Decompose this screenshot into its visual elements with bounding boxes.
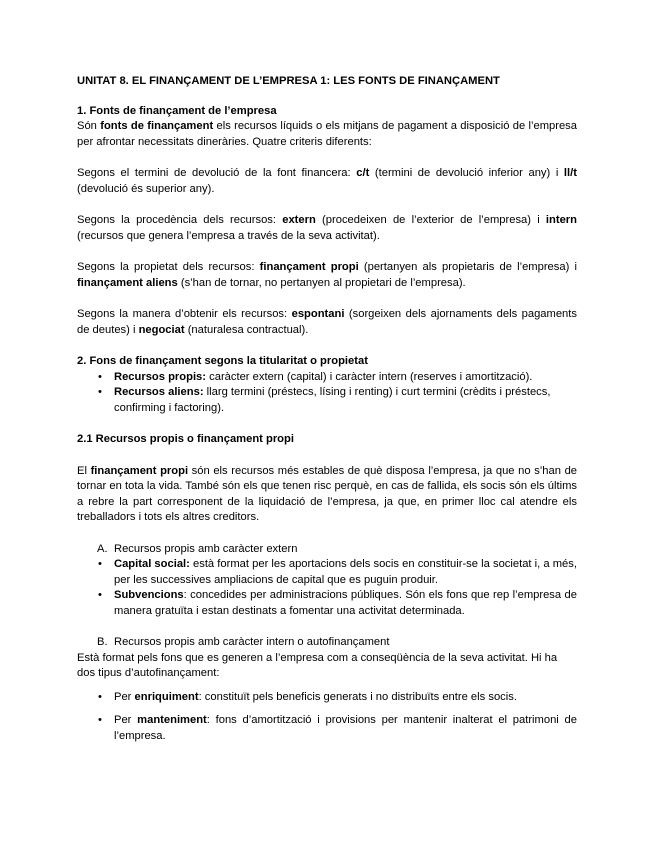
list-item: • Subvencions: concedides per administracions públiques. Són els fons que rep l’empresa de manera gratuïta i estan destinats a fomentar una activitat determinada. [77, 588, 577, 619]
subsection-a-list [77, 557, 577, 619]
list-item: • Recursos aliens: llarg termini (préstecs, lísing i renting) i curt termini (crèdits i préstecs, confirming i factoring). [77, 385, 577, 416]
section-2-list [77, 370, 577, 417]
subsection-b-paragraph: Està format pels fons que es generen a l’empresa com a conseqüència de la seva activitat. Hi ha dos tipus d’autofinançament: [77, 651, 558, 679]
section-2-1-heading: 2.1 Recursos propis o finançament propi [77, 433, 294, 445]
document-title: UNITAT 8. EL FINANÇAMENT DE L’EMPRESA 1: LES FONTS DE FINANÇAMENT [77, 75, 500, 87]
list-item: • Capital social: està format per les aportacions dels socis en constituir-se la societat i, a més, per les successives ampliacions de capital que es puguin produir. [77, 557, 577, 588]
subsection-b: B. Recursos propis amb caràcter intern o autofinançament [97, 636, 390, 648]
list-item: • Recursos propis: caràcter extern (capital) i caràcter intern (reserves i amortització). [77, 370, 577, 386]
document-body [77, 74, 577, 744]
section-2-1-paragraph: El finançament propi són els recursos més estables de què disposa l’empresa, ja que no s’han de tornar en tota la vida. També són els que tenen risc perquè, en cas de fallida, els socis són els últims a rebre la part corresponent de la liquidació de l’empresa, ja que, en primer lloc cal atendre els treballadors i tots els altres creditors. [77, 464, 578, 523]
list-item: • Per manteniment: fons d’amortització i provisions per mantenir inalterat el patrimoni de l’empresa. [77, 713, 577, 744]
criterion-ownership: Segons la propietat dels recursos: finançament propi (pertanyen als propietaris de l’empresa) i finançament aliens (s’han de tornar, no pertanyen al propietari de l’empresa). [77, 261, 577, 289]
section-1-intro: Són fonts de finançament els recursos líquids o els mitjans de pagament a disposició de l’empresa per afrontar necessitats dineràries. Quatre criteris diferents: [77, 120, 577, 148]
section-2-heading: 2. Fons de finançament segons la titularitat o propietat [77, 355, 368, 367]
subsection-b-list [77, 690, 577, 745]
criterion-term: Segons el termini de devolució de la font financera: c/t (termini de devolució inferior any) i ll/t (devolució és superior any). [77, 167, 577, 195]
list-item: • Per enriquiment: constituït pels beneficis generats i no distribuïts entre els socis. [77, 690, 577, 706]
criterion-obtaining: Segons la manera d’obtenir els recursos: espontani (sorgeixen dels ajornaments dels pagaments de deutes) i negociat (naturalesa contractual). [77, 308, 577, 336]
criterion-origin: Segons la procedència dels recursos: extern (procedeixen de l’exterior de l’empresa) i intern (recursos que genera l’empresa a través de la seva activitat). [77, 214, 577, 242]
section-1-heading: 1. Fonts de finançament de l’empresa [77, 104, 277, 117]
subsection-a: A. Recursos propis amb caràcter extern [97, 542, 298, 555]
